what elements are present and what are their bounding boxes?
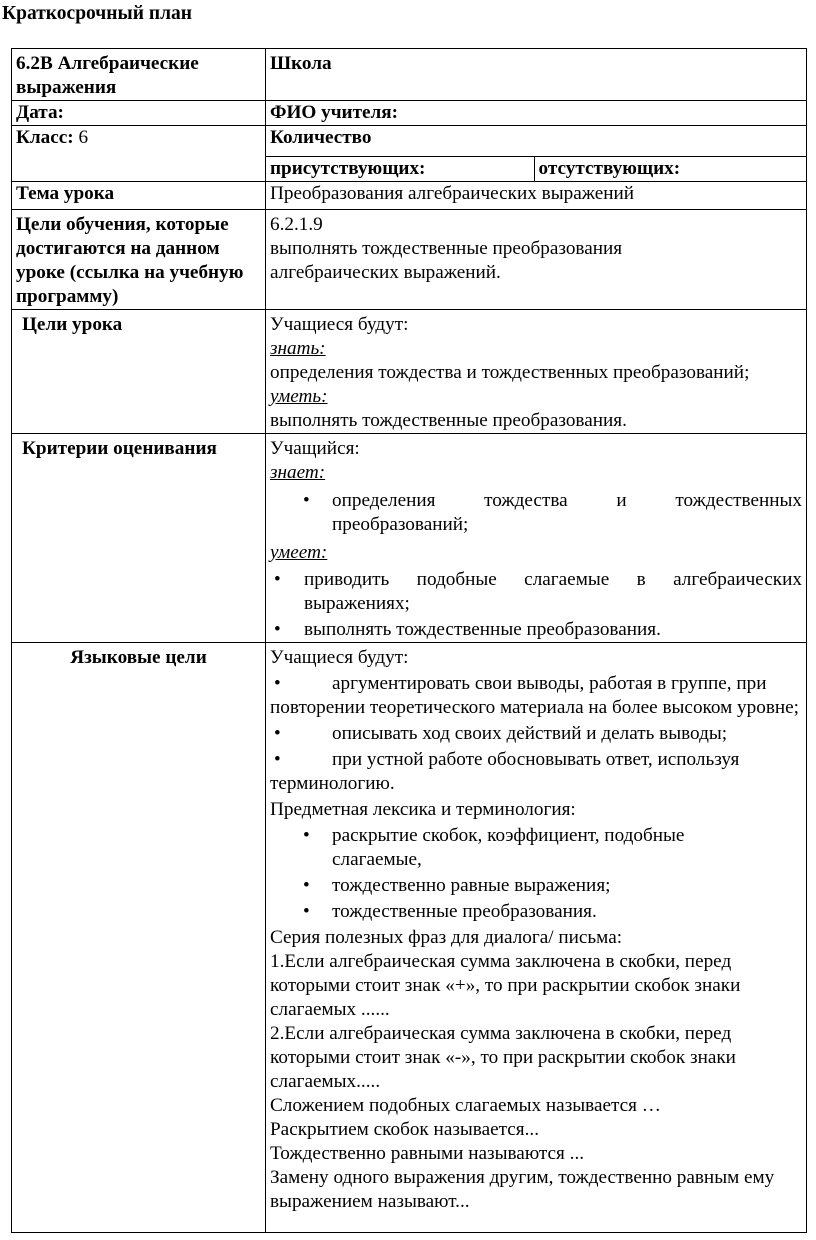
vocab-item	[270, 824, 802, 872]
section-cell: 6.2В Алгебраические выражения	[12, 49, 266, 101]
row-criteria	[12, 433, 807, 642]
row-date	[12, 101, 807, 126]
vocab-title: Предметная лексика и терминология:	[270, 798, 576, 820]
teacher-cell: ФИО учителя:	[266, 101, 807, 126]
class-cell	[12, 126, 266, 182]
objective-text: выполнять тождественные преобразования алгебраических выражений.	[270, 237, 623, 283]
criteria-can-text: приводить подобные слагаемые в алгебраических выражениях;	[304, 568, 802, 614]
bullet-icon: •	[274, 672, 281, 694]
vocab-item	[270, 900, 802, 924]
bullet-icon: •	[303, 874, 310, 896]
bullet-icon: •	[303, 900, 310, 922]
vocab-item-text: тождественные преобразования.	[332, 900, 597, 922]
objectives-label: Цели обучения, которые достигаются на данном уроке (ссылка на учебную программу)	[12, 209, 266, 309]
language-item-text: описывать ход своих действий и делать выводы;	[332, 722, 728, 744]
phrase: 1.Если алгебраическая сумма заключена в скобки, перед которыми стоит знак «+», то при раскрытии скобок знаки слагаемых ......	[270, 950, 741, 1020]
present-label: присутствующих:	[266, 156, 534, 181]
vocab-item	[270, 874, 802, 898]
vocab-item-text: раскрытие скобок, коэффициент, подобные слагаемые,	[332, 824, 685, 870]
criteria-label: Критерии оценивания	[12, 433, 266, 642]
goals-intro: Учащиеся будут:	[270, 313, 409, 335]
topic-label: Тема урока	[12, 181, 266, 209]
class-label: Класс:	[16, 127, 74, 148]
phrase: Сложением подобных слагаемых называется …	[270, 1094, 661, 1116]
criteria-knows-text: определения тождества и тождественных преобразований;	[332, 489, 802, 535]
phrases-title: Серия полезных фраз для диалога/ письма:	[270, 926, 623, 948]
absent-label: отсутствующих:	[538, 157, 681, 179]
vocab-item-text: тождественно равные выражения;	[332, 874, 611, 896]
row-class	[12, 126, 807, 182]
criteria-can-item	[270, 568, 802, 616]
can2-label: умеет:	[270, 541, 328, 563]
topic-value: Преобразования алгебраических выражений	[266, 181, 807, 209]
criteria-can-text: выполнять тождественные преобразования.	[304, 618, 661, 640]
can-label: уметь:	[270, 385, 328, 407]
language-intro: Учащиеся будут:	[270, 646, 409, 668]
bullet-icon: •	[274, 618, 281, 640]
page-title: Краткосрочный план	[2, 3, 193, 24]
can-text: выполнять тождественные преобразования.	[270, 409, 627, 431]
date-cell: Дата:	[12, 101, 266, 126]
attendance-cell	[266, 126, 807, 182]
language-item	[270, 722, 802, 746]
language-item-text: аргументировать свои выводы, работая в группе, при повторении теоретического материала на более высоком уровне;	[270, 672, 800, 718]
know-label: знать:	[270, 337, 326, 359]
row-lesson-goals	[12, 309, 807, 433]
lesson-goals-label: Цели урока	[12, 309, 266, 433]
lesson-goals-cell	[266, 309, 807, 433]
bullet-icon: •	[303, 824, 310, 846]
phrase: 2.Если алгебраическая сумма заключена в скобки, перед которыми стоит знак «-», то при раскрытии скобок знаки слагаемых.....	[270, 1022, 736, 1092]
language-cell	[266, 642, 807, 1232]
row-section	[12, 49, 807, 101]
class-value: 6	[73, 127, 89, 148]
bullet-icon: •	[274, 748, 281, 770]
row-objectives	[12, 209, 807, 309]
school-cell: Школа	[266, 49, 807, 101]
bullet-icon: •	[303, 489, 310, 511]
phrase: Тождественно равными называются ...	[270, 1142, 585, 1164]
row-topic	[12, 181, 807, 209]
bullet-icon: •	[274, 722, 281, 744]
count-label: Количество	[266, 126, 806, 156]
language-item-text: при устной работе обосновывать ответ, используя терминологию.	[270, 748, 740, 794]
phrase: Раскрытием скобок называется...	[270, 1118, 539, 1140]
objective-code: 6.2.1.9	[270, 213, 323, 235]
criteria-cell	[266, 433, 807, 642]
phrase: Замену одного выражения другим, тождественно равным ему выражением называют...	[270, 1166, 775, 1212]
know-text: определения тождества и тождественных преобразований;	[270, 361, 750, 383]
objectives-cell	[266, 209, 807, 309]
criteria-knows-item	[270, 489, 802, 537]
bullet-icon: •	[274, 568, 281, 590]
row-language	[12, 642, 807, 1232]
criteria-can-item	[270, 618, 802, 642]
language-item	[270, 672, 802, 720]
knows-label: знает:	[270, 461, 326, 483]
attendance-subtable	[266, 126, 806, 181]
language-label: Языковые цели	[12, 642, 266, 1232]
plan-table	[11, 48, 807, 1233]
criteria-intro: Учащийся:	[270, 437, 360, 459]
language-item	[270, 748, 802, 796]
